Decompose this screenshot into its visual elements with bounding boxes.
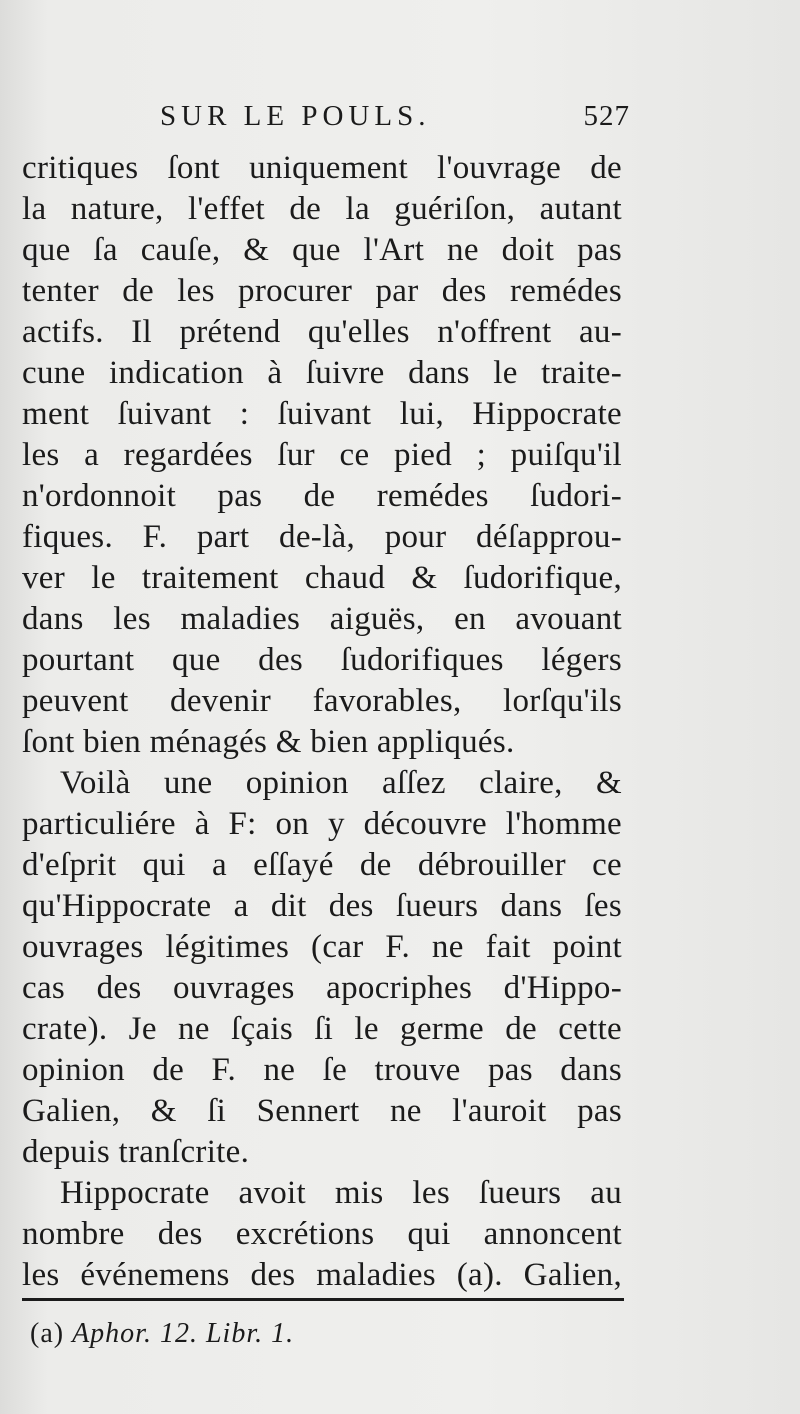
text-line: ſont bien ménagés & bien appliqués.	[22, 724, 515, 760]
text-line: fiques. F. part de-là, pour déſapprou-	[22, 519, 622, 555]
text-line: actifs. Il prétend qu'elles n'offrent au-	[22, 314, 622, 350]
footnote	[30, 1318, 294, 1350]
page-number: 527	[583, 100, 630, 132]
text-line: la nature, l'effet de la guériſon, autant	[22, 191, 622, 227]
text-line: que ſa cauſe, & que l'Art ne doit pas	[22, 232, 622, 268]
text-line: cune indication à ſuivre dans le traite-	[22, 355, 622, 391]
text-line: pourtant que des ſudorifiques légers	[22, 642, 622, 678]
text-line: cas des ouvrages apocriphes d'Hippo-	[22, 970, 622, 1006]
text-line: crate). Je ne ſçais ſi le germe de cette	[22, 1011, 622, 1047]
text-line: ment ſuivant : ſuivant lui, Hippocrate	[22, 396, 622, 432]
text-line: qu'Hippocrate a dit des ſueurs dans ſes	[22, 888, 622, 924]
text-line: opinion de F. ne ſe trouve pas dans	[22, 1052, 622, 1088]
text-line: d'eſprit qui a eſſayé de débrouiller ce	[22, 847, 622, 883]
text-line: depuis tranſcrite.	[22, 1134, 250, 1170]
text-line: peuvent devenir favorables, lorſqu'ils	[22, 683, 622, 719]
text-line: les événemens des maladies (a). Galien,	[22, 1257, 622, 1293]
text-line: Hippocrate avoit mis les ſueurs au	[60, 1175, 622, 1211]
footnote-reference: Aphor. 12. Libr. 1.	[72, 1318, 295, 1349]
text-line: tenter de les procurer par des remédes	[22, 273, 622, 309]
text-line: les a regardées ſur ce pied ; puiſqu'il	[22, 437, 622, 473]
text-line: ver le traitement chaud & ſudorifique,	[22, 560, 622, 596]
text-line: Voilà une opinion aſſez claire, &	[60, 765, 622, 801]
text-line: ouvrages légitimes (car F. ne fait point	[22, 929, 622, 965]
running-head: SUR LE POULS.	[160, 100, 431, 132]
text-line: critiques ſont uniquement l'ouvrage de	[22, 150, 622, 186]
text-line: dans les maladies aiguës, en avouant	[22, 601, 622, 637]
text-line: nombre des excrétions qui annoncent	[22, 1216, 622, 1252]
page-header	[160, 100, 630, 140]
text-line: Galien, & ſi Sennert ne l'auroit pas	[22, 1093, 622, 1129]
text-line: n'ordonnoit pas de remédes ſudori-	[22, 478, 622, 514]
footnote-marker: (a)	[30, 1318, 65, 1349]
body-text	[22, 148, 622, 1296]
footnote-rule	[22, 1298, 624, 1301]
text-line: particuliére à F: on y découvre l'homme	[22, 806, 622, 842]
